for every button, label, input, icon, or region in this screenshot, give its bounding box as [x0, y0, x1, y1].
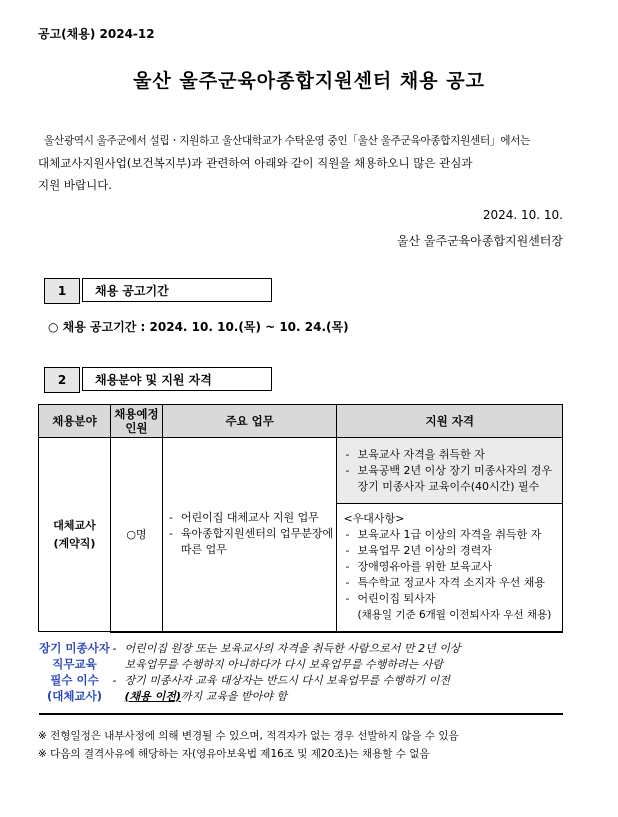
intro-paragraph: [38, 130, 568, 196]
duty-item: - 어린이집 대체교사 지원 업무: [167, 510, 337, 526]
section-title: 채용 공고기간: [82, 278, 272, 302]
label-line: 직무교육: [52, 657, 97, 672]
duty-item: - 육아종합지원센터의 업무분장에 따른 업무: [167, 526, 337, 558]
section-title: 채용분야 및 지원 자격: [82, 367, 272, 391]
issuer-name: 울산 울주군육아종합지원센터장: [396, 234, 563, 248]
label-line: 필수 이수: [50, 673, 99, 688]
mandatory-training-label: [39, 632, 111, 714]
field-cell: 대체교사 (계약직): [39, 438, 111, 632]
section-number: 1: [44, 278, 80, 304]
notice-number: 공고(채용) 2024-12: [38, 27, 155, 41]
note-line: ※ 전형일정은 내부사정에 의해 변경될 수 있으며, 적격자가 없는 경우 선발하지 않을 수 있음: [38, 730, 459, 742]
mandatory-training-description: - 어린이집 원장 또는 보육교사의 자격을 취득한 사람으로서 만 2년 이상 보육업무를 수행하지 아니하다가 다시 보육업무를 수행하려는 사람 - 장기 미종사자 교육 대상자는 반드시 다시 보육업무를 수행하기 이전 (채용 이전)까지 교육을 받아야 함: [110, 632, 562, 714]
qualification-item: - 보육공백 2년 이상 장기 미종사자의 경우 장기 미종사자 교육이수(40시간) 필수: [343, 463, 560, 495]
note-line: ※ 다음의 결격사유에 해당하는 자(영유아보육법 제16조 및 제20조)는 채용할 수 없음: [38, 748, 430, 760]
preference-item: - 보육업무 2년 이상의 경력자: [343, 543, 560, 559]
preference-item: - 장애영유아를 위한 보육교사: [343, 559, 560, 575]
description-line: 장기 미종사자 교육 대상자는 반드시 다시 보육업무를 수행하기 이전: [124, 673, 450, 687]
header-qualifications: 지원 자격: [337, 405, 563, 438]
description-line: 까지 교육을 받아야 함: [180, 689, 287, 703]
preferred-qualifications: [337, 504, 563, 632]
notice-date: 2024. 10. 10.: [482, 208, 563, 222]
recruitment-table: [38, 404, 563, 715]
section-number: 2: [44, 367, 80, 393]
preference-item: - 특수학교 정교사 자격 소지자 우선 채용: [343, 575, 560, 591]
header-duties: 주요 업무: [162, 405, 337, 438]
label-line: 장기 미종사자: [39, 641, 110, 656]
header-count: 채용예정 인원: [110, 405, 162, 438]
label-line: (대체교사): [47, 689, 102, 704]
emphasis-text: (채용 이전): [124, 689, 181, 703]
description-line: 어린이집 원장 또는 보육교사의 자격을 취득한 사람으로서 만 2년 이상: [124, 641, 461, 655]
intro-line: 대체교사지원사업(보건복지부)과 관련하여 아래와 같이 직원을 채용하오니 많은 관심과: [38, 156, 473, 170]
intro-line: 지원 바랍니다.: [38, 178, 112, 192]
qualification-item: - 보육교사 자격을 취득한 자: [343, 447, 560, 463]
required-qualifications: [337, 438, 563, 504]
preference-item: - 보육교사 1급 이상의 자격을 취득한 자: [343, 527, 560, 543]
duties-cell: [162, 438, 337, 632]
intro-line: 울산광역시 울주군에서 설립ㆍ지원하고 울산대학교가 수탁운영 중인「울산 울주군육아종합지원센터」에서는: [44, 135, 530, 147]
preference-title: <우대사항>: [343, 512, 405, 526]
recruitment-period: ○ 채용 공고기간 : 2024. 10. 10.(목) ~ 10. 24.(목): [48, 320, 349, 334]
description-line: 보육업무를 수행하지 아니하다가 다시 보육업무를 수행하려는 사람: [124, 657, 443, 671]
header-field: 채용분야: [39, 405, 111, 438]
count-cell: ○명: [110, 438, 162, 632]
page-title: 울산 울주군육아종합지원센터 채용 공고: [133, 70, 485, 92]
preference-item: - 어린이집 퇴사자: [343, 591, 560, 607]
preference-note: (채용일 기준 6개월 이전퇴사자 우선 채용): [357, 609, 552, 622]
